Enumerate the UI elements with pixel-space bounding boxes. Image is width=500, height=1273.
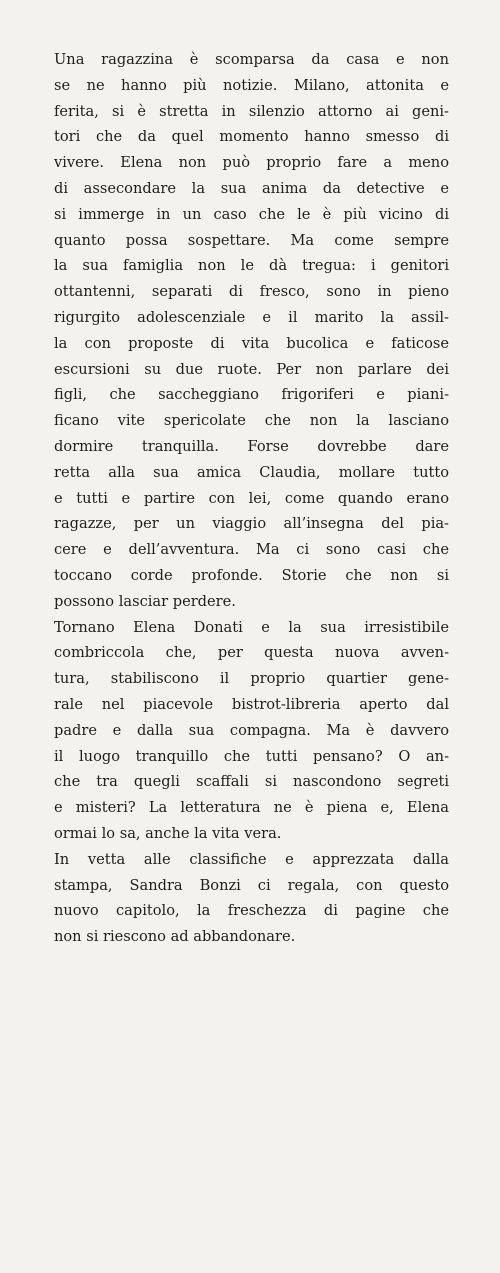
- text-line: ottantenni, separati di fresco, sono in pieno: [54, 283, 449, 301]
- text-line: combriccola che, per questa nuova avven-: [54, 644, 449, 662]
- text-line: tura, stabiliscono il proprio quartier gene-: [54, 670, 449, 688]
- paragraph: [54, 615, 449, 847]
- text-line: In vetta alle classifiche e apprezzata dalla: [54, 850, 449, 868]
- text-line: rale nel piacevole bistrot-libreria aperto dal: [54, 695, 449, 713]
- text-line: che tra quegli scaffali si nascondono segreti: [54, 773, 449, 791]
- text-line: figli, che saccheggiano frigoriferi e piani-: [54, 386, 449, 404]
- text-line: Una ragazzina è scomparsa da casa e non: [54, 51, 449, 68]
- text-line: vivere. Elena non può proprio fare a meno: [54, 154, 449, 172]
- text-line: cere e dell’avventura. Ma ci sono casi che: [54, 541, 449, 559]
- text-line: Tornano Elena Donati e la sua irresistibile: [54, 618, 449, 636]
- blurb-text: [54, 47, 449, 950]
- text-line: quanto possa sospettare. Ma come sempre: [54, 231, 449, 249]
- text-line: nuovo capitolo, la freschezza di pagine che: [54, 902, 449, 920]
- text-line: tori che da quel momento hanno smesso di: [54, 128, 449, 146]
- text-line: toccano corde profonde. Storie che non si: [54, 566, 449, 584]
- text-line: la con proposte di vita bucolica e faticose: [54, 334, 449, 352]
- paragraph: [54, 47, 449, 615]
- text-line: padre e dalla sua compagna. Ma è davvero: [54, 721, 449, 739]
- text-line: di assecondare la sua anima da detective e: [54, 179, 449, 197]
- text-line: e misteri? La letteratura ne è piena e, Elena: [54, 799, 449, 817]
- text-line: dormire tranquilla. Forse dovrebbe dare: [54, 437, 449, 455]
- text-line: la sua famiglia non le dà tregua: i genitori: [54, 257, 449, 275]
- text-line: ficano vite spericolate che non la lasciano: [54, 412, 449, 430]
- text-line: ormai lo sa, anche la vita vera.: [54, 824, 282, 842]
- text-line: rigurgito adolescenziale e il marito la assil-: [54, 308, 449, 326]
- text-line: il luogo tranquillo che tutti pensano? O an-: [54, 747, 449, 765]
- text-line: escursioni su due ruote. Per non parlare dei: [54, 360, 449, 378]
- text-line: non si riescono ad abbandonare.: [54, 928, 296, 946]
- text-line: stampa, Sandra Bonzi ci regala, con questo: [54, 876, 449, 894]
- text-line: ragazze, per un viaggio all’insegna del pia-: [54, 515, 449, 533]
- text-line: ferita, si è stretta in silenzio attorno ai geni-: [54, 102, 449, 120]
- text-line: se ne hanno più notizie. Milano, attonita e: [54, 76, 449, 94]
- text-line: si immerge in un caso che le è più vicino di: [54, 205, 449, 223]
- text-line: e tutti e partire con lei, come quando erano: [54, 489, 449, 507]
- text-line: retta alla sua amica Claudia, mollare tutto: [54, 463, 449, 481]
- text-line: possono lasciar perdere.: [54, 592, 236, 610]
- paragraph: [54, 847, 449, 950]
